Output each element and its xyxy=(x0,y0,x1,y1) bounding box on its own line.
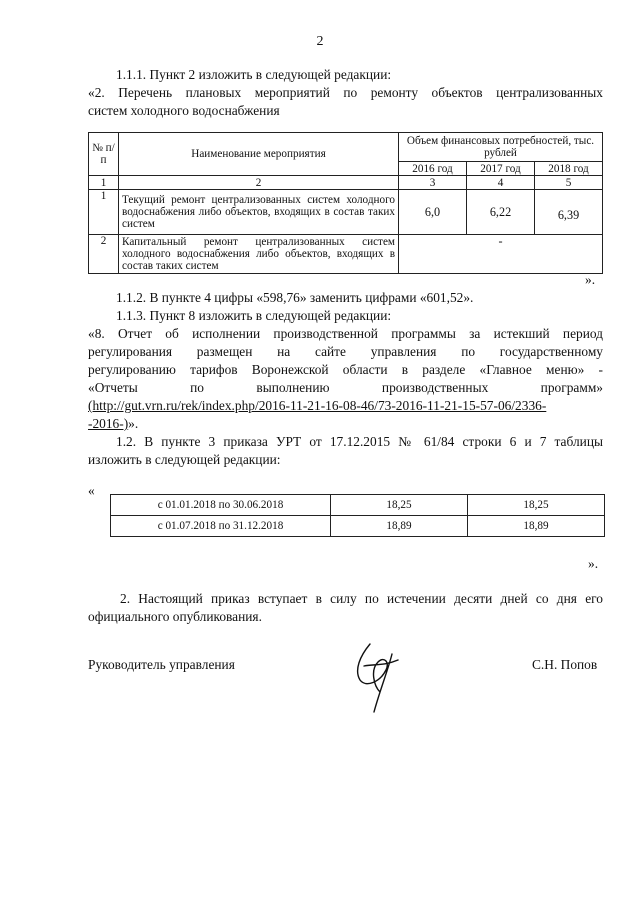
header-year-2017: 2017 год xyxy=(467,162,535,176)
clause-8-line-2: регулирования размещен на сайте управления по государственному xyxy=(88,344,603,359)
value-cell: 18,25 xyxy=(468,495,605,516)
quote-close-2: ». xyxy=(588,556,599,571)
clause-8-line-1: «8. Отчет об исполнении производственной программы за истекший период xyxy=(88,326,603,341)
col-number: 1 xyxy=(89,176,119,190)
table-row xyxy=(111,495,605,516)
row-name: Капитальный ремонт централизованных систем холодного водоснабжения либо объектов, входящих в состав таких систем xyxy=(119,235,399,274)
col-number: 2 xyxy=(119,176,399,190)
clause-1-2-line-1: 1.2. В пункте 3 приказа УРТ от 17.12.2015 № 61/84 строки 6 и 7 таблицы xyxy=(116,434,603,449)
row-name: Текущий ремонт централизованных систем холодного водоснабжения либо объектов, входящих в состав таких систем xyxy=(119,190,399,235)
clause-1-1-1: 1.1.1. Пункт 2 изложить в следующей редакции: xyxy=(116,67,392,82)
tariff-table xyxy=(110,494,605,537)
reports-link-cont[interactable]: -2016-) xyxy=(88,416,129,431)
clause-1-2-line-2: изложить в следующей редакции: xyxy=(88,452,281,467)
clause-1-1-3: 1.1.3. Пункт 8 изложить в следующей редакции: xyxy=(116,308,392,323)
value-cell: 18,25 xyxy=(331,495,468,516)
table-row xyxy=(111,516,605,537)
signature-image xyxy=(340,636,410,716)
period-cell: с 01.01.2018 по 30.06.2018 xyxy=(111,495,331,516)
row-value-2018: 6,39 xyxy=(535,190,603,235)
row-value-2016: 6,0 xyxy=(399,190,467,235)
clause-2-main-line-2: официального опубликования. xyxy=(88,609,262,624)
header-name: Наименование мероприятия xyxy=(119,133,399,176)
events-table xyxy=(88,132,603,274)
header-num: № п/п xyxy=(89,133,119,176)
header-year-2018: 2018 год xyxy=(535,162,603,176)
page-number: 2 xyxy=(316,34,324,49)
col-number: 3 xyxy=(399,176,467,190)
period-cell: с 01.07.2018 по 31.12.2018 xyxy=(111,516,331,537)
header-volume: Объем финансовых потребностей, тыс. рублей xyxy=(399,133,603,162)
row-value-2017: 6,22 xyxy=(467,190,535,235)
row-num: 1 xyxy=(89,190,119,235)
clause-8-line-3: регулированию тарифов Воронежской области в разделе «Главное меню» - xyxy=(88,362,603,377)
value-cell: 18,89 xyxy=(468,516,605,537)
clause-2-line-1: «2. Перечень плановых мероприятий по ремонту объектов централизованных xyxy=(88,85,603,100)
clause-8-line-4: «Отчеты по выполнению производственных программ» xyxy=(88,380,603,395)
signer-name: С.Н. Попов xyxy=(532,657,598,672)
quote-open-2: « xyxy=(88,483,95,498)
signer-position: Руководитель управления xyxy=(88,657,235,672)
clause-1-1-2: 1.1.2. В пункте 4 цифры «598,76» заменить цифрами «601,52». xyxy=(116,290,474,305)
reports-link-end xyxy=(88,415,138,433)
row-value-merged: - xyxy=(399,235,603,274)
col-number: 5 xyxy=(535,176,603,190)
clause-2-main-line-1: 2. Настоящий приказ вступает в силу по истечении десяти дней со дня его xyxy=(120,591,603,606)
reports-link[interactable]: (http://gut.vrn.ru/rek/index.php/2016-11-21-16-08-46/73-2016-11-21-15-57-06/2336- xyxy=(88,398,547,413)
table-row xyxy=(89,235,603,274)
value-cell: 18,89 xyxy=(331,516,468,537)
row-num: 2 xyxy=(89,235,119,274)
quote-close-1: ». xyxy=(585,272,596,287)
col-number: 4 xyxy=(467,176,535,190)
table-row xyxy=(89,190,603,235)
clause-2-line-2: систем холодного водоснабжения xyxy=(88,103,280,118)
header-year-2016: 2016 год xyxy=(399,162,467,176)
quote-close: ». xyxy=(128,416,139,431)
